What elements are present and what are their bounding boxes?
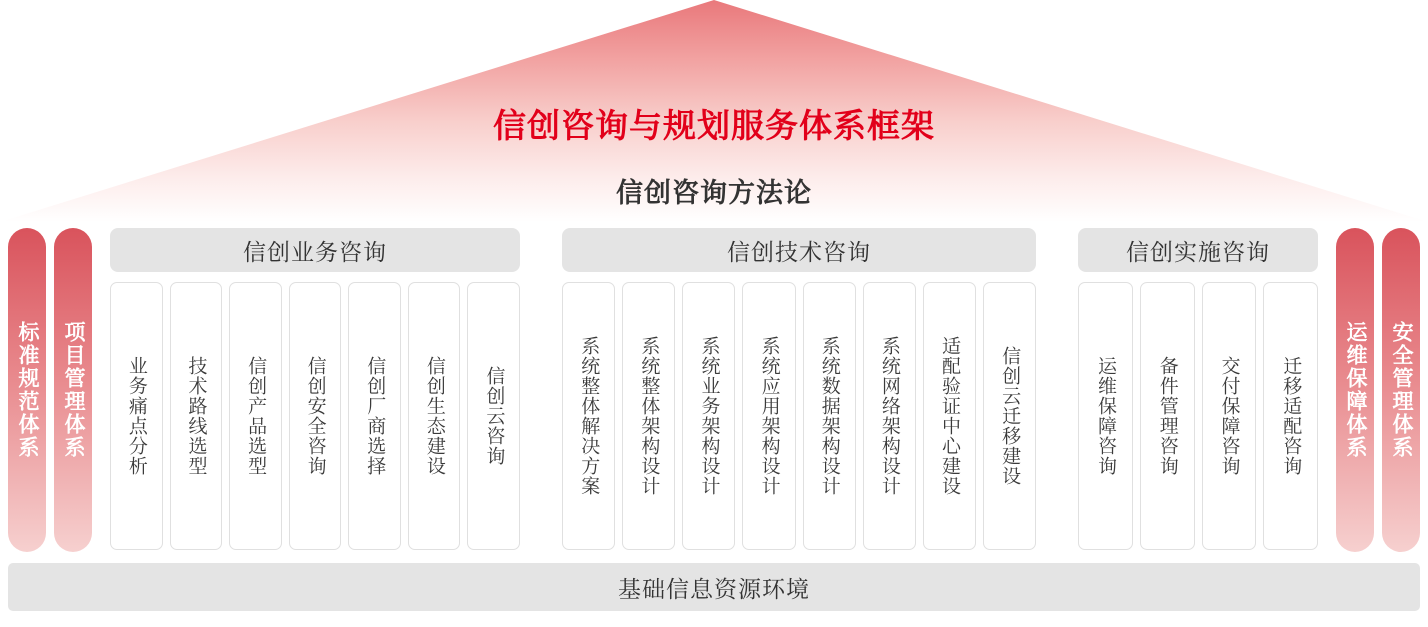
card-item[interactable] [1263,282,1318,550]
card-label: 系统整体解决方案 [578,336,600,496]
methodology-subtitle: 信创咨询方法论 [616,178,812,208]
card-item[interactable] [1140,282,1195,550]
card-label: 信创厂商选择 [364,356,386,476]
card-label: 信创产品选型 [245,356,267,476]
group-header-implementation: 信创实施咨询 [1078,228,1318,272]
card-item[interactable] [110,282,163,550]
card-label: 系统业务架构设计 [698,336,720,496]
card-label: 信创生态建设 [423,356,445,476]
group-header-business: 信创业务咨询 [110,228,520,272]
card-item[interactable] [803,282,856,550]
card-item[interactable] [348,282,401,550]
card-item[interactable] [1078,282,1133,550]
card-item[interactable] [742,282,795,550]
card-label: 业务痛点分析 [125,356,147,476]
card-label: 系统网络架构设计 [878,336,900,496]
card-label: 运维保障咨询 [1095,356,1116,476]
consulting-groups [110,228,1318,552]
card-item[interactable] [408,282,461,550]
card-label: 信创云迁移建设 [999,346,1021,486]
group-header-technical: 信创技术咨询 [562,228,1036,272]
card-label: 系统整体架构设计 [638,336,660,496]
card-label: 适配验证中心建设 [938,336,960,496]
card-item[interactable] [863,282,916,550]
group-business-consulting [110,228,520,552]
group-body-technical [562,282,1036,550]
pillar-project-management [54,228,92,552]
pillar-label: 运维保障体系 [1344,321,1368,459]
group-technical-consulting [562,228,1036,552]
card-item[interactable] [289,282,342,550]
group-body-business [110,282,520,550]
card-label: 交付保障咨询 [1218,356,1240,476]
card-item[interactable] [983,282,1036,550]
group-body-implementation [1078,282,1318,550]
pillar-ops-assurance [1336,228,1374,552]
pillar-label: 标准规范体系 [16,321,40,459]
pillar-standard-spec [8,228,46,552]
card-label: 技术路线选型 [185,356,207,476]
card-item[interactable] [1202,282,1257,550]
base-band: 基础信息资源环境 [8,563,1420,611]
card-label: 信创云咨询 [483,366,505,466]
card-item[interactable] [229,282,282,550]
card-item[interactable] [467,282,520,550]
card-label: 系统应用架构设计 [758,336,780,496]
card-item[interactable] [682,282,735,550]
pillar-security-management [1382,228,1420,552]
card-label: 信创安全咨询 [304,356,326,476]
card-label: 迁移适配咨询 [1280,356,1302,476]
pillar-label: 安全管理体系 [1390,321,1414,459]
card-label: 系统数据架构设计 [818,336,840,496]
group-implementation-consulting [1078,228,1318,552]
card-label: 备件管理咨询 [1156,356,1178,476]
pillar-label: 项目管理体系 [62,321,86,459]
left-pillar-group [8,228,92,552]
card-item[interactable] [170,282,223,550]
card-item[interactable] [622,282,675,550]
page-title: 信创咨询与规划服务体系框架 [493,107,935,144]
right-pillar-group [1336,228,1420,552]
card-item[interactable] [923,282,976,550]
card-item[interactable] [562,282,615,550]
